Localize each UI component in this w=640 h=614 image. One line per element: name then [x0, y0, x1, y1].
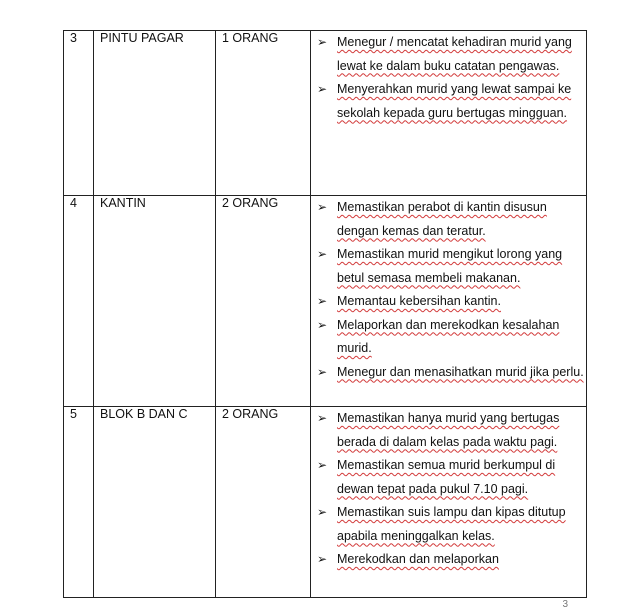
arrow-bullet-icon: ➢ — [317, 364, 328, 379]
list-item — [317, 407, 586, 454]
task-list — [317, 196, 586, 384]
list-item — [317, 314, 586, 361]
task-text: Memastikan hanya murid yang bertugas berada di dalam kelas pada waktu pagi. — [337, 411, 560, 449]
table-row — [64, 196, 587, 407]
arrow-bullet-icon: ➢ — [317, 200, 328, 214]
list-item — [317, 548, 586, 572]
duty-table — [63, 30, 587, 598]
list-item — [317, 78, 586, 125]
task-text: Menegur dan menasihatkan murid jika perlu. — [337, 364, 584, 379]
list-item — [317, 290, 586, 314]
row-number: 5 — [64, 407, 94, 598]
list-item — [317, 361, 586, 385]
table-row — [64, 407, 587, 598]
staff-count-cell: 2 ORANG — [216, 196, 311, 407]
arrow-bullet-icon: ➢ — [317, 247, 328, 261]
task-text: Memastikan murid mengikut lorong yang betul semasa membeli makanan. — [337, 247, 563, 285]
page-number: 3 — [562, 599, 568, 610]
task-text: Memastikan perabot di kantin disusun dengan kemas dan teratur. — [337, 200, 547, 238]
arrow-bullet-icon: ➢ — [317, 82, 328, 96]
location-cell: KANTIN — [94, 196, 216, 407]
arrow-bullet-icon: ➢ — [317, 35, 328, 49]
staff-count-cell: 2 ORANG — [216, 407, 311, 598]
tasks-cell — [311, 196, 587, 407]
list-item — [317, 243, 586, 290]
task-text: Menegur / mencatat kehadiran murid yang lewat ke dalam buku catatan pengawas. — [337, 35, 572, 73]
task-text: Memastikan semua murid berkumpul di dewan tepat pada pukul 7.10 pagi. — [337, 458, 556, 496]
task-text: Menyerahkan murid yang lewat sampai ke sekolah kepada guru bertugas mingguan. — [337, 82, 572, 120]
arrow-bullet-icon: ➢ — [317, 411, 328, 425]
task-text: Merekodkan dan melaporkan — [337, 552, 499, 566]
arrow-bullet-icon: ➢ — [317, 294, 328, 308]
task-list — [317, 407, 586, 572]
task-text: Melaporkan dan merekodkan kesalahan murid. — [337, 317, 560, 355]
location-cell: BLOK B DAN C — [94, 407, 216, 598]
arrow-bullet-icon: ➢ — [317, 552, 328, 566]
list-item — [317, 196, 586, 243]
task-text: Memantau kebersihan kantin. — [337, 294, 501, 308]
task-list — [317, 31, 586, 125]
tasks-cell — [311, 31, 587, 196]
staff-count-cell: 1 ORANG — [216, 31, 311, 196]
list-item — [317, 501, 586, 548]
table-row — [64, 31, 587, 196]
arrow-bullet-icon: ➢ — [317, 458, 328, 472]
arrow-bullet-icon: ➢ — [317, 505, 328, 519]
list-item — [317, 454, 586, 501]
row-number: 3 — [64, 31, 94, 196]
tasks-cell — [311, 407, 587, 598]
row-number: 4 — [64, 196, 94, 407]
list-item — [317, 31, 586, 78]
task-text: Memastikan suis lampu dan kipas ditutup apabila meninggalkan kelas. — [337, 505, 566, 543]
arrow-bullet-icon: ➢ — [317, 317, 328, 332]
location-cell: PINTU PAGAR — [94, 31, 216, 196]
